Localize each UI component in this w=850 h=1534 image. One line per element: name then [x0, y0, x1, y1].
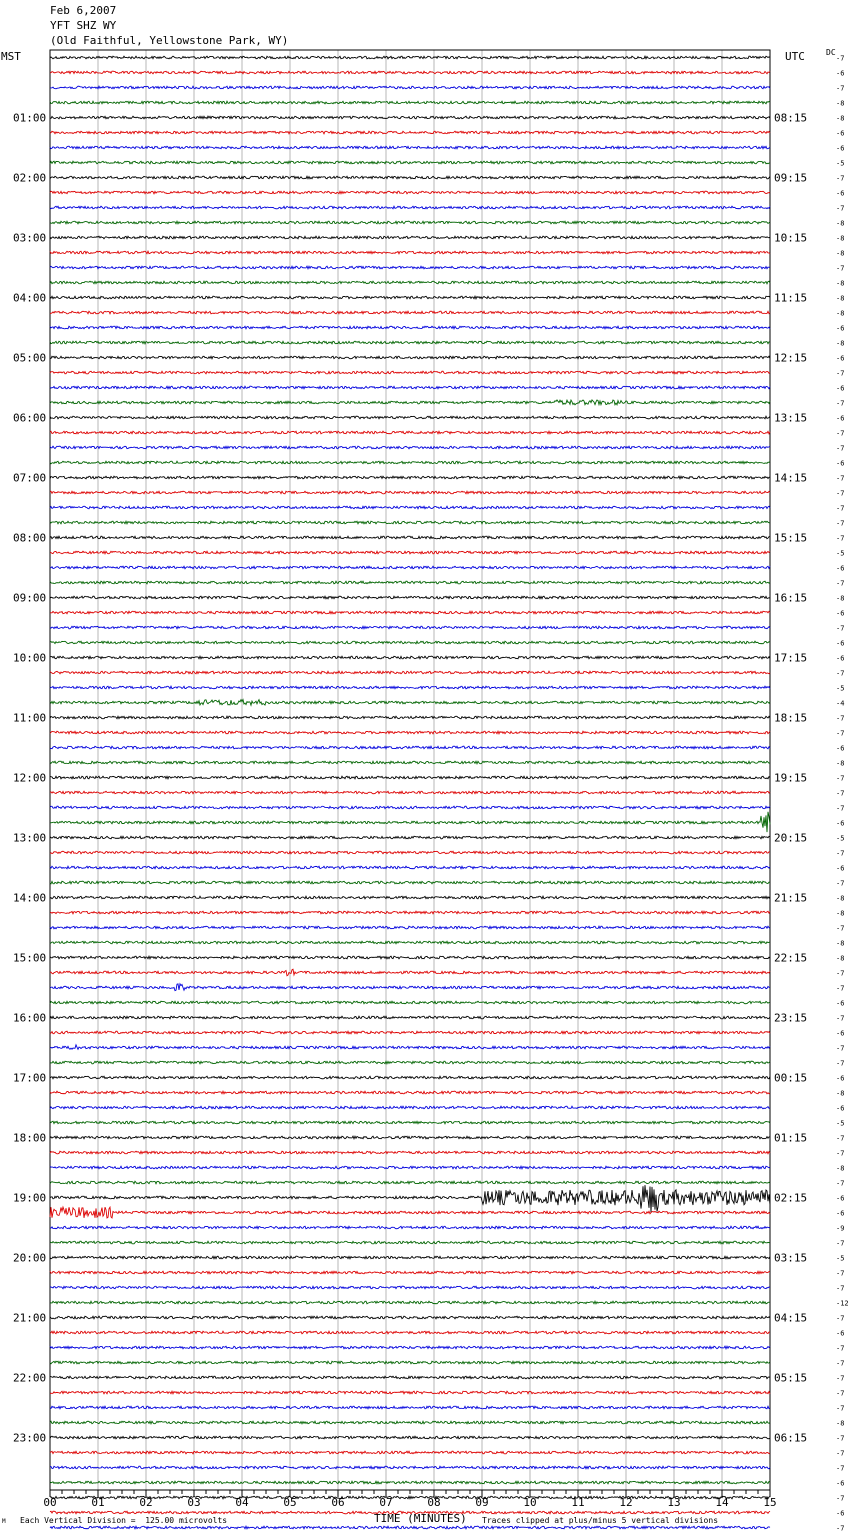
dc-offset-label: -7: [836, 429, 845, 438]
dc-offset-label: -7: [836, 714, 845, 723]
left-hour-label: 04:00: [13, 291, 47, 305]
trace-line: [50, 1226, 770, 1229]
trace-line: [50, 866, 770, 869]
trace-line: [50, 371, 770, 374]
trace-line: [50, 656, 770, 659]
dc-offset-label: -7: [836, 174, 845, 183]
dc-offset-label: -8: [836, 234, 845, 243]
x-tick-label: 07: [379, 1496, 393, 1509]
dc-offset-label: -7: [836, 204, 845, 213]
dc-offset-label: -4: [836, 699, 845, 708]
dc-offset-label: -7: [836, 444, 845, 453]
dc-offset-label: -7: [836, 369, 845, 378]
trace-line: [50, 641, 770, 644]
trace-line: [50, 611, 770, 614]
left-hour-label: 05:00: [13, 351, 47, 365]
dc-offset-label: -6: [836, 1074, 845, 1083]
left-hour-label: 19:00: [13, 1191, 47, 1205]
dc-offset-label: -8: [836, 114, 845, 123]
dc-offset-label: -7: [836, 84, 845, 93]
trace-line: [50, 1091, 770, 1094]
dc-offset-label: -8: [836, 1419, 845, 1428]
trace-line: [50, 386, 770, 389]
trace-line: [50, 461, 770, 464]
dc-offset-label: -5: [836, 549, 845, 558]
trace-line: [50, 911, 770, 914]
trace-line: [50, 506, 770, 509]
dc-offset-label: -6: [836, 999, 845, 1008]
right-hour-label: 02:15: [774, 1191, 808, 1205]
trace-line: [50, 1166, 770, 1169]
dc-offset-label: -7: [836, 1374, 845, 1383]
dc-offset-label: -5: [836, 159, 845, 168]
right-hour-label: 04:15: [774, 1311, 808, 1325]
dc-offset-label: -7: [836, 924, 845, 933]
x-tick-label: 08: [427, 1496, 441, 1509]
dc-offset-label: -7: [836, 54, 845, 63]
trace-line: [50, 671, 770, 674]
trace-line: [50, 851, 770, 854]
trace-line: [50, 1436, 770, 1439]
trace-line: [50, 1121, 770, 1124]
dc-offset-label: -8: [836, 279, 845, 288]
dc-offset-label: -7: [836, 729, 845, 738]
trace-line: [50, 716, 770, 719]
trace-line: [50, 700, 770, 706]
dc-offset-label: -7: [836, 1344, 845, 1353]
trace-line: [50, 1466, 770, 1469]
right-axis-label: UTC: [785, 50, 805, 63]
left-hour-label: 18:00: [13, 1131, 47, 1145]
trace-line: [50, 1045, 770, 1049]
trace-line: [50, 356, 770, 359]
dc-label: DC: [826, 48, 836, 57]
trace-line: [50, 416, 770, 419]
dc-offset-label: -7: [836, 1389, 845, 1398]
trace-line: [50, 1076, 770, 1079]
trace-line: [50, 521, 770, 524]
trace-line: [50, 926, 770, 929]
right-hour-label: 08:15: [774, 111, 808, 125]
dc-offset-label: -7: [836, 1434, 845, 1443]
trace-line: [50, 1031, 770, 1034]
trace-line: [50, 86, 770, 89]
left-hour-label: 09:00: [13, 591, 47, 605]
trace-line: [50, 1496, 770, 1499]
right-hour-label: 21:15: [774, 891, 808, 905]
trace-line: [50, 1185, 770, 1212]
right-hour-label: 00:15: [774, 1071, 808, 1085]
dc-offset-label: -7: [836, 1239, 845, 1248]
dc-offset-label: -7: [836, 534, 845, 543]
trace-line: [50, 296, 770, 299]
trace-line: [50, 191, 770, 194]
right-hour-label: 19:15: [774, 771, 808, 785]
dc-offset-label: -6: [836, 639, 845, 648]
dc-offset-label: -7: [836, 1449, 845, 1458]
trace-line: [50, 1256, 770, 1259]
plot-frame: [50, 50, 770, 1490]
x-tick-label: 05: [283, 1496, 297, 1509]
dc-offset-label: -6: [836, 189, 845, 198]
trace-line: [50, 731, 770, 734]
dc-offset-label: -7: [836, 1059, 845, 1068]
dc-offset-label: -6: [836, 1209, 845, 1218]
dc-offset-label: -7: [836, 849, 845, 858]
trace-line: [50, 596, 770, 599]
right-hour-label: 06:15: [774, 1431, 808, 1445]
dc-offset-label: -6: [836, 459, 845, 468]
dc-offset-label: -7: [836, 489, 845, 498]
dc-offset-label: -7: [836, 1494, 845, 1503]
x-tick-label: 01: [91, 1496, 105, 1509]
trace-line: [50, 341, 770, 344]
dc-offset-label: -7: [836, 264, 845, 273]
trace-line: [50, 836, 770, 839]
trace-line: [50, 1406, 770, 1409]
dc-offset-label: -8: [836, 294, 845, 303]
dc-offset-label: -5: [836, 684, 845, 693]
right-hour-label: 11:15: [774, 291, 808, 305]
trace-line: [50, 536, 770, 539]
trace-line: [50, 431, 770, 434]
left-hour-label: 12:00: [13, 771, 47, 785]
trace-line: [50, 146, 770, 149]
left-hour-label: 16:00: [13, 1011, 47, 1025]
trace-line: [50, 1001, 770, 1004]
trace-line: [50, 1361, 770, 1364]
dc-offset-label: -8: [836, 909, 845, 918]
trace-line: [50, 566, 770, 569]
x-tick-label: 03: [187, 1496, 201, 1509]
trace-line: [50, 1526, 770, 1529]
right-hour-label: 13:15: [774, 411, 808, 425]
dc-offset-label: -7: [836, 1524, 845, 1533]
dc-offset-label: -8: [836, 1164, 845, 1173]
trace-line: [50, 326, 770, 329]
left-hour-label: 21:00: [13, 1311, 47, 1325]
trace-line: [50, 491, 770, 494]
dc-offset-label: -6: [836, 744, 845, 753]
dc-offset-label: -6: [836, 609, 845, 618]
trace-line: [50, 1481, 770, 1484]
dc-offset-label: -6: [836, 1194, 845, 1203]
x-tick-label: 14: [715, 1496, 729, 1509]
dc-offset-label: -7: [836, 1464, 845, 1473]
dc-offset-label: -8: [836, 309, 845, 318]
left-hour-label: 07:00: [13, 471, 47, 485]
dc-offset-label: -7: [836, 1134, 845, 1143]
trace-line: [50, 1241, 770, 1244]
right-hour-label: 15:15: [774, 531, 808, 545]
dc-offset-label: -5: [836, 834, 845, 843]
right-hour-label: 01:15: [774, 1131, 808, 1145]
dc-offset-label: -7: [836, 519, 845, 528]
scale-note: Each Vertical Division = 125.00 microvolts: [20, 1516, 228, 1525]
trace-line: [50, 1061, 770, 1064]
trace-line: [50, 1016, 770, 1019]
dc-offset-label: -12: [836, 1299, 849, 1308]
x-tick-label: 11: [571, 1496, 585, 1509]
dc-offset-label: -6: [836, 654, 845, 663]
chart-title: YFT SHZ WY: [50, 19, 117, 32]
dc-offset-label: -7: [836, 1044, 845, 1053]
trace-line: [50, 116, 770, 119]
x-tick-label: 04: [235, 1496, 249, 1509]
trace-line: [50, 626, 770, 629]
trace-line: [50, 131, 770, 134]
dc-offset-label: -7: [836, 1284, 845, 1293]
trace-line: [50, 581, 770, 584]
trace-line: [50, 1181, 770, 1184]
dc-offset-label: -7: [836, 1149, 845, 1158]
trace-line: [50, 1316, 770, 1319]
trace-line: [50, 1421, 770, 1424]
trace-line: [50, 266, 770, 269]
trace-line: [50, 161, 770, 164]
trace-line: [50, 311, 770, 314]
x-tick-label: 13: [667, 1496, 681, 1509]
dc-offset-label: -6: [836, 129, 845, 138]
dc-offset-label: -7: [836, 1014, 845, 1023]
dc-offset-label: -7: [836, 1314, 845, 1323]
dc-offset-label: -7: [836, 984, 845, 993]
dc-offset-label: -9: [836, 1224, 845, 1233]
left-hour-label: 20:00: [13, 1251, 47, 1265]
dc-offset-label: -6: [836, 819, 845, 828]
trace-line: [50, 812, 770, 832]
right-hour-label: 12:15: [774, 351, 808, 365]
dc-offset-label: -7: [836, 789, 845, 798]
left-hour-label: 13:00: [13, 831, 47, 845]
trace-line: [50, 1451, 770, 1454]
left-hour-label: 11:00: [13, 711, 47, 725]
left-hour-label: 10:00: [13, 651, 47, 665]
left-hour-label: 22:00: [13, 1371, 47, 1385]
dc-offset-label: -6: [836, 414, 845, 423]
trace-line: [50, 1391, 770, 1394]
left-hour-label: 23:00: [13, 1431, 47, 1445]
dc-offset-label: -7: [836, 669, 845, 678]
trace-line: [50, 71, 770, 74]
trace-line: [50, 206, 770, 209]
right-hour-label: 18:15: [774, 711, 808, 725]
dc-offset-label: -7: [836, 774, 845, 783]
left-hour-label: 02:00: [13, 171, 47, 185]
dc-offset-label: -6: [836, 1329, 845, 1338]
corner-mark: M: [2, 1518, 6, 1525]
dc-offset-label: -6: [836, 144, 845, 153]
left-hour-label: 14:00: [13, 891, 47, 905]
trace-line: [50, 1331, 770, 1334]
dc-offset-label: -7: [836, 624, 845, 633]
dc-offset-label: -7: [836, 579, 845, 588]
dc-offset-label: -7: [836, 1269, 845, 1278]
trace-line: [50, 941, 770, 944]
dc-offset-label: -6: [836, 864, 845, 873]
dc-offset-label: -8: [836, 759, 845, 768]
right-hour-label: 03:15: [774, 1251, 808, 1265]
x-axis-label: TIME (MINUTES): [374, 1512, 467, 1525]
x-tick-label: 15: [763, 1496, 777, 1509]
trace-line: [50, 956, 770, 959]
trace-line: [50, 806, 770, 809]
dc-offset-label: -7: [836, 879, 845, 888]
dc-offset-label: -6: [836, 1479, 845, 1488]
trace-line: [50, 1136, 770, 1139]
chart-date: Feb 6,2007: [50, 4, 117, 17]
dc-offset-label: -8: [836, 594, 845, 603]
dc-offset-label: -8: [836, 99, 845, 108]
left-hour-label: 06:00: [13, 411, 47, 425]
trace-line: [50, 400, 770, 405]
trace-line: [50, 1376, 770, 1379]
dc-offset-label: -7: [836, 804, 845, 813]
trace-line: [50, 1271, 770, 1274]
trace-line: [50, 1286, 770, 1289]
trace-line: [50, 1301, 770, 1304]
trace-line: [50, 221, 770, 224]
x-tick-label: 02: [139, 1496, 153, 1509]
dc-offset-label: -6: [836, 354, 845, 363]
x-tick-label: 00: [43, 1496, 57, 1509]
trace-line: [50, 776, 770, 779]
left-hour-label: 17:00: [13, 1071, 47, 1085]
dc-offset-label: -6: [836, 324, 845, 333]
dc-offset-label: -8: [836, 249, 845, 258]
left-hour-label: 01:00: [13, 111, 47, 125]
dc-offset-label: -6: [836, 1509, 845, 1518]
left-hour-label: 08:00: [13, 531, 47, 545]
dc-offset-label: -5: [836, 1119, 845, 1128]
right-hour-label: 14:15: [774, 471, 808, 485]
trace-line: [50, 1151, 770, 1154]
trace-line: [50, 476, 770, 479]
trace-line: [50, 176, 770, 179]
dc-offset-label: -6: [836, 1104, 845, 1113]
dc-offset-label: -6: [836, 69, 845, 78]
trace-line: [50, 446, 770, 449]
trace-line: [50, 881, 770, 884]
dc-offset-label: -8: [836, 339, 845, 348]
trace-line: [50, 101, 770, 104]
trace-line: [50, 1207, 770, 1218]
x-tick-label: 06: [331, 1496, 345, 1509]
dc-offset-label: -7: [836, 1404, 845, 1413]
trace-line: [50, 761, 770, 764]
left-hour-label: 03:00: [13, 231, 47, 245]
dc-offset-label: -7: [836, 1179, 845, 1188]
dc-offset-label: -6: [836, 564, 845, 573]
right-hour-label: 23:15: [774, 1011, 808, 1025]
trace-line: [50, 896, 770, 899]
trace-line: [50, 969, 770, 975]
dc-offset-label: -8: [836, 894, 845, 903]
right-hour-label: 09:15: [774, 171, 808, 185]
left-hour-label: 15:00: [13, 951, 47, 965]
right-hour-label: 17:15: [774, 651, 808, 665]
left-axis-label: MST: [1, 50, 21, 63]
dc-offset-label: -5: [836, 1254, 845, 1263]
chart-subtitle: (Old Faithful, Yellowstone Park, WY): [50, 34, 289, 47]
trace-line: [50, 1346, 770, 1349]
x-tick-label: 09: [475, 1496, 489, 1509]
x-tick-label: 12: [619, 1496, 633, 1509]
dc-offset-label: -6: [836, 384, 845, 393]
dc-offset-label: -8: [836, 219, 845, 228]
dc-offset-label: -7: [836, 474, 845, 483]
trace-line: [50, 281, 770, 284]
dc-offset-label: -7: [836, 1359, 845, 1368]
dc-offset-label: -7: [836, 504, 845, 513]
trace-line: [50, 56, 770, 59]
dc-offset-label: -8: [836, 954, 845, 963]
right-hour-label: 22:15: [774, 951, 808, 965]
dc-offset-label: -8: [836, 939, 845, 948]
trace-line: [50, 686, 770, 689]
right-hour-label: 10:15: [774, 231, 808, 245]
right-hour-label: 20:15: [774, 831, 808, 845]
right-hour-label: 16:15: [774, 591, 808, 605]
dc-offset-label: -8: [836, 1089, 845, 1098]
x-tick-label: 10: [523, 1496, 537, 1509]
trace-line: [50, 236, 770, 239]
right-hour-label: 05:15: [774, 1371, 808, 1385]
trace-line: [50, 551, 770, 554]
dc-offset-label: -6: [836, 1029, 845, 1038]
clip-note: Traces clipped at plus/minus 5 vertical divisions: [482, 1516, 719, 1525]
trace-line: [50, 746, 770, 749]
dc-offset-label: -7: [836, 399, 845, 408]
trace-line: [50, 791, 770, 794]
trace-line: [50, 251, 770, 254]
trace-line: [50, 984, 770, 991]
trace-line: [50, 1106, 770, 1109]
dc-offset-label: -7: [836, 969, 845, 978]
